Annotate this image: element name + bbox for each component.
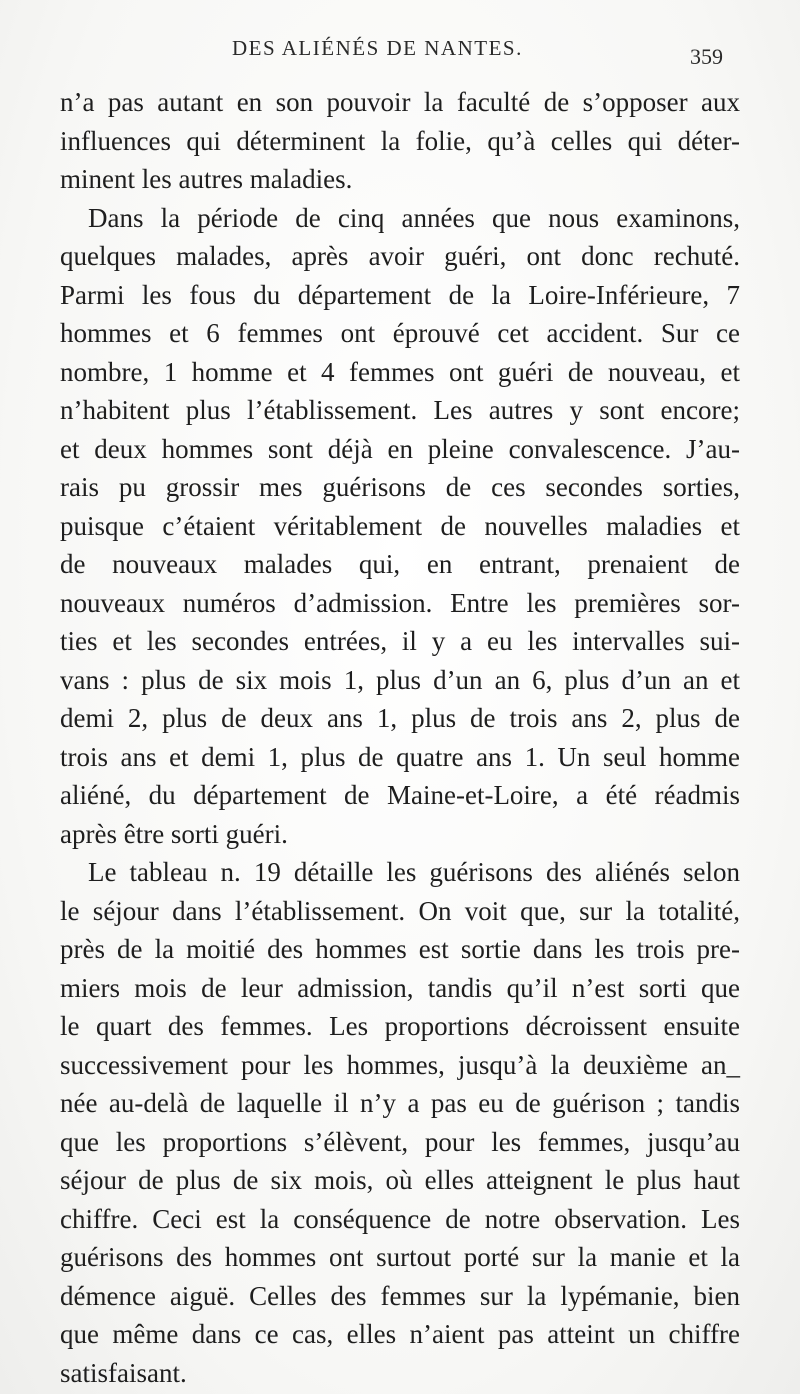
text-line: n’a pas autant en son pouvoir la faculté de s’opposer aux xyxy=(60,87,740,117)
text-line: n’habitent plus l’établissement. Les autres y sont encore; xyxy=(60,395,740,425)
text-line: après être sorti guéri. xyxy=(60,818,288,849)
text-line: née au-delà de laquelle il n’y a pas eu de guérison ; tandis xyxy=(60,1088,740,1118)
text-line: et deux hommes sont déjà en pleine convalescence. J’au- xyxy=(60,433,740,464)
text-line: séjour de plus de six mois, où elles atteignent le plus haut xyxy=(60,1165,740,1195)
page-number: 359 xyxy=(690,44,723,69)
body-text xyxy=(60,83,740,1392)
text-line: quelques malades, après avoir guéri, ont donc rechuté. xyxy=(60,241,740,271)
text-line: Dans la période de cinq années que nous examinons, xyxy=(88,202,740,233)
text-line: miers mois de leur admission, tandis qu’il n’est sorti que xyxy=(60,972,740,1003)
text-line: Le tableau n. 19 détaille les guérisons des aliénés selon xyxy=(88,857,740,887)
text-line: ties et les secondes entrées, il y a eu les intervalles sui- xyxy=(60,626,740,656)
text-line: que les proportions s’élèvent, pour les femmes, jusqu’au xyxy=(60,1126,740,1157)
text-line: puisque c’étaient véritablement de nouvelles maladies et xyxy=(60,510,740,541)
text-line: près de la moitié des hommes est sortie dans les trois pre- xyxy=(60,934,740,964)
text-line: influences qui déterminent la folie, qu’à celles qui déter- xyxy=(60,125,740,156)
text-line: nombre, 1 homme et 4 femmes ont guéri de nouveau, et xyxy=(60,356,740,387)
text-line: vans : plus de six mois 1, plus d’un an 6, plus d’un an et xyxy=(60,664,740,695)
text-line: le séjour dans l’établissement. On voit que, sur la totalité, xyxy=(60,895,740,926)
text-line: nouveaux numéros d’admission. Entre les premières sor- xyxy=(60,587,740,618)
text-line: démence aiguë. Celles des femmes sur la lypémanie, bien xyxy=(60,1280,740,1311)
text-line: minent les autres maladies. xyxy=(60,164,353,194)
text-line: successivement pour les hommes, jusqu’à la deuxième an_ xyxy=(60,1049,740,1080)
text-line: rais pu grossir mes guérisons de ces secondes sorties, xyxy=(60,472,740,502)
text-line: que même dans ce cas, elles n’aient pas atteint un chiffre xyxy=(60,1319,740,1349)
text-line: guérisons des hommes ont surtout porté sur la manie et la xyxy=(60,1242,740,1272)
text-line: hommes et 6 femmes ont éprouvé cet accident. Sur ce xyxy=(60,318,740,348)
text-line: le quart des femmes. Les proportions décroissent ensuite xyxy=(60,1011,740,1041)
text-line: demi 2, plus de deux ans 1, plus de trois ans 2, plus de xyxy=(60,703,740,733)
text-line: aliéné, du département de Maine-et-Loire, a été réadmis xyxy=(60,780,740,810)
text-line: de nouveaux malades qui, en entrant, prenaient de xyxy=(60,549,740,579)
text-line: Parmi les fous du département de la Loire-Inférieure, 7 xyxy=(60,279,740,310)
text-line: satisfaisant. xyxy=(60,1357,187,1388)
text-line: trois ans et demi 1, plus de quatre ans 1. Un seul homme xyxy=(60,741,740,772)
running-title: DES ALIÉNÉS DE NANTES. xyxy=(232,36,523,60)
text-line: chiffre. Ceci est la conséquence de notre observation. Les xyxy=(60,1203,740,1234)
